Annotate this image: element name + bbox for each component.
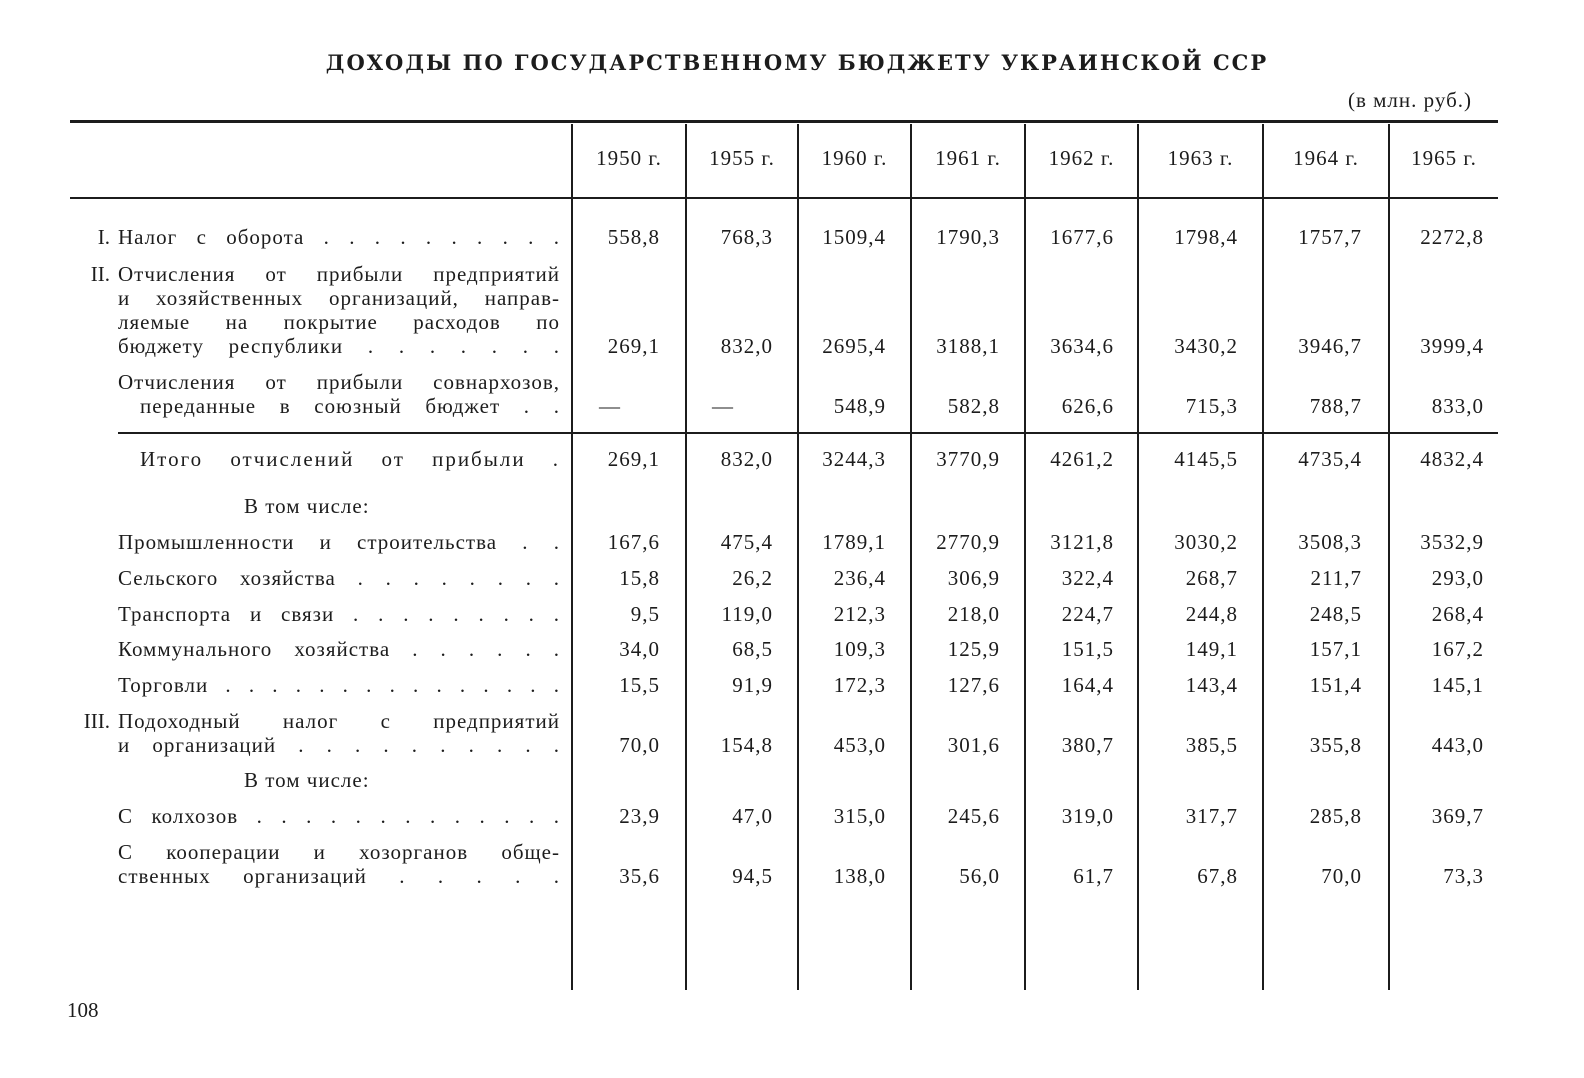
table-cell: 211,7 <box>1310 566 1362 590</box>
table-cell: 67,8 <box>1197 864 1238 888</box>
table-cell: — <box>599 394 621 418</box>
column-header-year: 1955 г. <box>709 146 775 170</box>
table-cell: 355,8 <box>1309 733 1362 757</box>
row-roman-numeral: II. <box>90 262 110 286</box>
table-cell: 385,5 <box>1185 733 1238 757</box>
table-cell: 1509,4 <box>822 225 886 249</box>
units-note: (в млн. руб.) <box>1347 88 1472 112</box>
header-bottom-rule <box>70 197 1498 199</box>
row-label: и организаций . . . . . . . . . . <box>118 733 560 757</box>
row-label: ственных организаций . . . . . <box>118 864 560 888</box>
column-header-year: 1963 г. <box>1167 146 1234 170</box>
table-cell: 35,6 <box>619 864 660 888</box>
table-cell: 788,7 <box>1309 394 1362 418</box>
column-header-year: 1961 г. <box>935 146 1001 170</box>
table-cell: 9,5 <box>630 602 660 626</box>
table-cell: 125,9 <box>947 637 1000 661</box>
row-roman-numeral: III. <box>83 709 110 733</box>
table-cell: 68,5 <box>732 637 773 661</box>
table-cell: 245,6 <box>947 804 1000 828</box>
table-cell: 236,4 <box>833 566 886 590</box>
column-header-year: 1950 г. <box>596 146 662 170</box>
table-cell: 3508,3 <box>1298 530 1362 554</box>
table-cell: 1677,6 <box>1050 225 1114 249</box>
table-cell: 26,2 <box>732 566 773 590</box>
table-cell: 70,0 <box>619 733 660 757</box>
row-label: Промышленности и строительства . . <box>118 530 560 554</box>
column-divider <box>571 124 573 990</box>
table-cell: 47,0 <box>732 804 773 828</box>
table-cell: 91,9 <box>732 673 773 697</box>
subheading: В том числе: <box>244 768 370 792</box>
row-label: Транспорта и связи . . . . . . . . . <box>118 602 560 626</box>
table-cell: 145,1 <box>1431 673 1484 697</box>
table-cell: 3634,6 <box>1050 334 1114 358</box>
table-cell: 244,8 <box>1185 602 1238 626</box>
table-cell: 94,5 <box>732 864 773 888</box>
table-cell: 4735,4 <box>1298 447 1362 471</box>
table-cell: 768,3 <box>720 225 773 249</box>
table-cell: 138,0 <box>833 864 886 888</box>
table-cell: 127,6 <box>947 673 1000 697</box>
table-cell: 3121,8 <box>1050 530 1114 554</box>
table-cell: 4832,4 <box>1420 447 1484 471</box>
table-cell: 582,8 <box>947 394 1000 418</box>
table-cell: 832,0 <box>720 334 773 358</box>
table-cell: 293,0 <box>1431 566 1484 590</box>
column-divider <box>685 124 687 990</box>
table-cell: 119,0 <box>721 602 773 626</box>
table-cell: 15,8 <box>619 566 660 590</box>
table-cell: 369,7 <box>1431 804 1484 828</box>
column-divider <box>910 124 912 990</box>
column-divider <box>797 124 799 990</box>
row-roman-numeral: I. <box>97 225 110 249</box>
table-cell: 157,1 <box>1309 637 1362 661</box>
row-label: переданные в союзный бюджет . . <box>140 394 560 418</box>
row-label: Подоходный налог с предприятий <box>118 709 560 733</box>
column-header-year: 1965 г. <box>1411 146 1477 170</box>
row-label: Итого отчислений от прибыли . <box>140 447 560 471</box>
table-cell: 301,6 <box>947 733 1000 757</box>
table-cell: 2695,4 <box>822 334 886 358</box>
table-cell: 1790,3 <box>936 225 1000 249</box>
row-label: Коммунального хозяйства . . . . . . <box>118 637 560 661</box>
table-cell: 56,0 <box>959 864 1000 888</box>
table-cell: 558,8 <box>607 225 660 249</box>
table-cell: 23,9 <box>619 804 660 828</box>
column-divider <box>1024 124 1026 990</box>
row-label: Налог с оборота . . . . . . . . . . <box>118 225 560 249</box>
table-cell: 833,0 <box>1431 394 1484 418</box>
table-cell: 109,3 <box>833 637 886 661</box>
column-divider <box>1137 124 1139 990</box>
subheading: В том числе: <box>244 494 370 518</box>
table-cell: 164,4 <box>1061 673 1114 697</box>
row-label: ляемые на покрытие расходов по <box>118 310 560 334</box>
table-cell: 832,0 <box>720 447 773 471</box>
table-cell: 61,7 <box>1073 864 1114 888</box>
table-cell: 3770,9 <box>936 447 1000 471</box>
column-header-year: 1964 г. <box>1293 146 1359 170</box>
subtotal-rule <box>118 432 1498 434</box>
table-cell: 167,6 <box>607 530 660 554</box>
table-cell: 172,3 <box>833 673 886 697</box>
table-cell: 269,1 <box>607 447 660 471</box>
table-cell: 3430,2 <box>1174 334 1238 358</box>
table-cell: 212,3 <box>833 602 886 626</box>
table-cell: 1798,4 <box>1174 225 1238 249</box>
table-cell: 380,7 <box>1061 733 1114 757</box>
table-cell: 143,4 <box>1185 673 1238 697</box>
page-number: 108 <box>67 998 99 1022</box>
table-cell: 443,0 <box>1431 733 1484 757</box>
table-cell: 1789,1 <box>822 530 886 554</box>
table-cell: 4261,2 <box>1050 447 1114 471</box>
table-cell: 626,6 <box>1061 394 1114 418</box>
table-cell: 224,7 <box>1061 602 1114 626</box>
table-cell: 2770,9 <box>936 530 1000 554</box>
column-header-year: 1960 г. <box>821 146 888 170</box>
table-cell: 4145,5 <box>1174 447 1238 471</box>
table-cell: 3030,2 <box>1174 530 1238 554</box>
table-cell: 34,0 <box>619 637 660 661</box>
row-label: Отчисления от прибыли совнархозов, <box>118 370 560 394</box>
table-cell: 1757,7 <box>1298 225 1362 249</box>
table-cell: 268,7 <box>1185 566 1238 590</box>
table-cell: 70,0 <box>1321 864 1362 888</box>
table-cell: 475,4 <box>720 530 773 554</box>
table-cell: 218,0 <box>947 602 1000 626</box>
table-cell: 322,4 <box>1061 566 1114 590</box>
table-cell: 3532,9 <box>1420 530 1484 554</box>
table-cell: 306,9 <box>947 566 1000 590</box>
table-cell: 548,9 <box>833 394 886 418</box>
row-label: Сельского хозяйства . . . . . . . . <box>118 566 560 590</box>
column-header-year: 1962 г. <box>1048 146 1115 170</box>
table-cell: 73,3 <box>1443 864 1484 888</box>
row-label: Торговли . . . . . . . . . . . . . . . <box>118 673 560 697</box>
table-cell: 269,1 <box>607 334 660 358</box>
table-cell: 248,5 <box>1309 602 1362 626</box>
table-cell: 151,5 <box>1061 637 1114 661</box>
row-label: бюджету республики . . . . . . . <box>118 334 560 358</box>
row-label: Отчисления от прибыли предприятий <box>118 262 560 286</box>
table-top-rule <box>70 120 1498 123</box>
table-cell: 317,7 <box>1185 804 1238 828</box>
row-label: и хозяйственных организаций, направ- <box>118 286 560 310</box>
table-cell: 154,8 <box>720 733 773 757</box>
table-cell: — <box>712 394 734 418</box>
table-cell: 3188,1 <box>936 334 1000 358</box>
column-divider <box>1388 124 1390 990</box>
table-cell: 167,2 <box>1431 637 1484 661</box>
table-cell: 3999,4 <box>1420 334 1484 358</box>
table-cell: 15,5 <box>619 673 660 697</box>
page-title: ДОХОДЫ ПО ГОСУДАРСТВЕННОМУ БЮДЖЕТУ УКРАИНСКОЙ ССР <box>325 50 1269 75</box>
row-label: С кооперации и хозорганов обще- <box>118 840 560 864</box>
column-divider <box>1262 124 1264 990</box>
table-cell: 315,0 <box>833 804 886 828</box>
table-cell: 149,1 <box>1185 637 1238 661</box>
table-cell: 2272,8 <box>1420 225 1484 249</box>
table-cell: 151,4 <box>1309 673 1362 697</box>
table-cell: 268,4 <box>1431 602 1484 626</box>
table-cell: 3946,7 <box>1298 334 1362 358</box>
table-cell: 453,0 <box>833 733 886 757</box>
table-cell: 285,8 <box>1309 804 1362 828</box>
row-label: С колхозов . . . . . . . . . . . . . <box>118 804 560 828</box>
table-cell: 715,3 <box>1185 394 1238 418</box>
table-cell: 3244,3 <box>822 447 886 471</box>
table-cell: 319,0 <box>1061 804 1114 828</box>
